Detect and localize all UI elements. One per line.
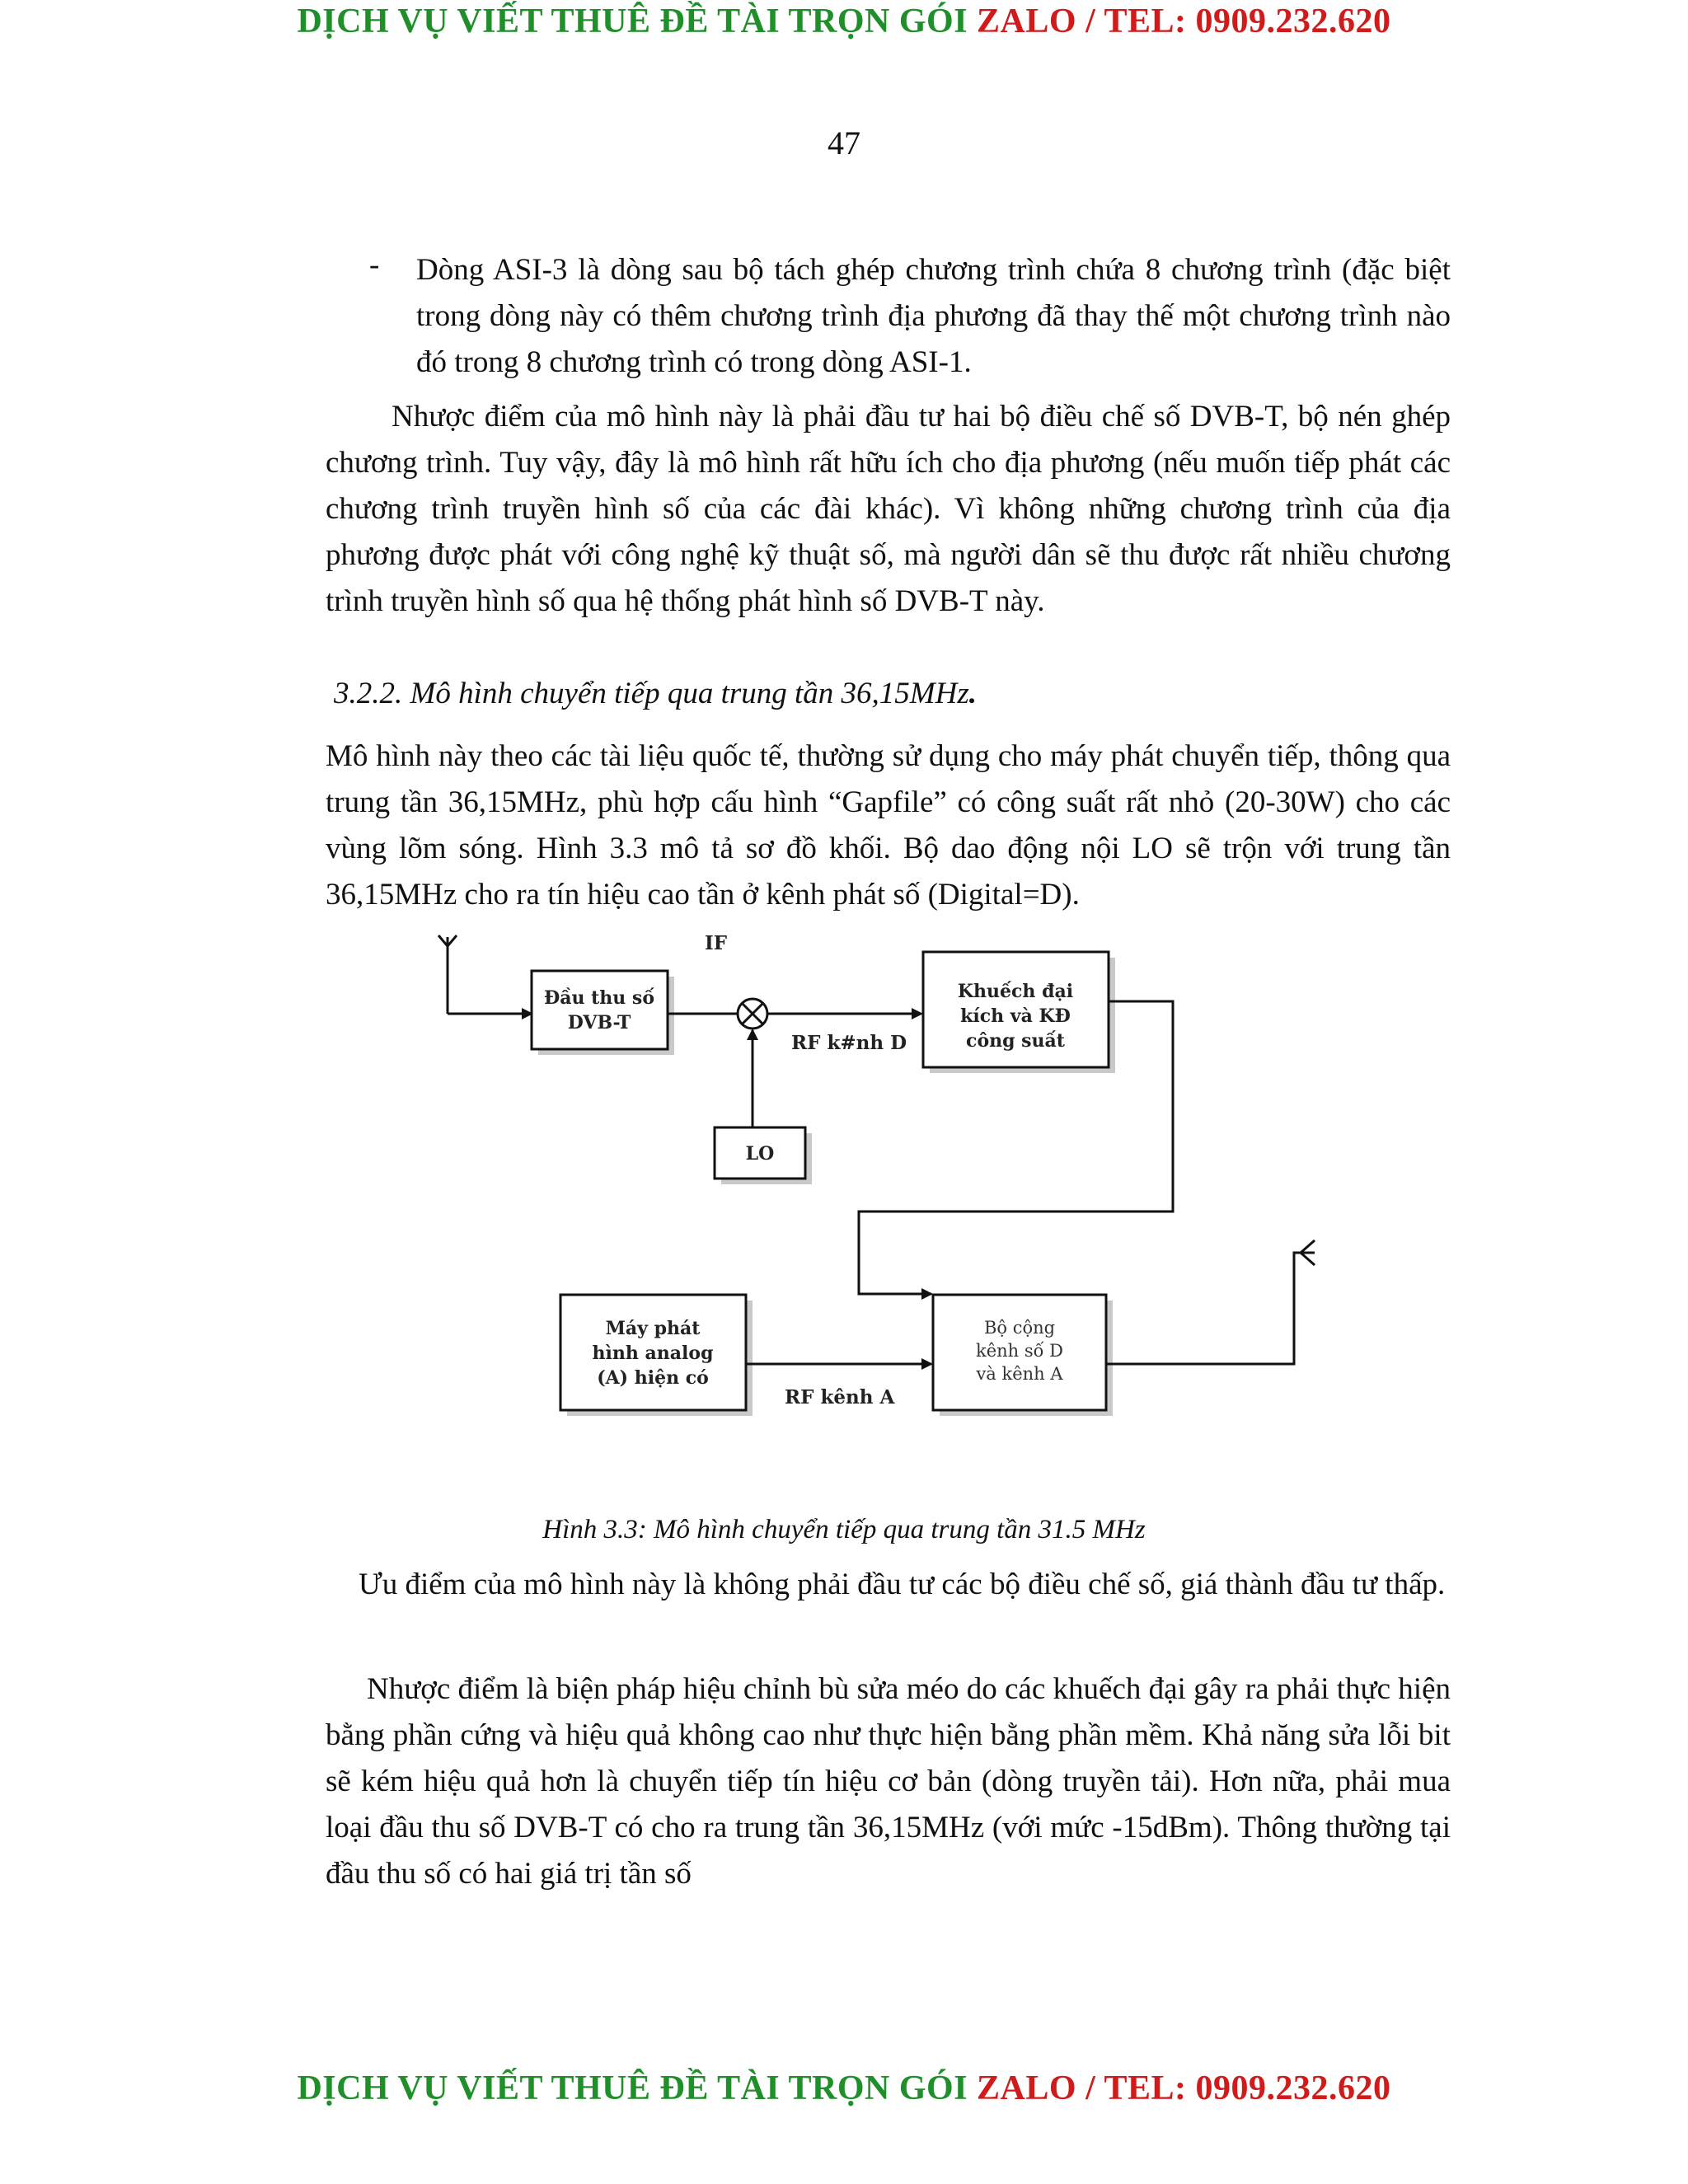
rf-channel-d-label: RF k#nh D <box>791 1032 907 1054</box>
section-heading <box>334 676 977 711</box>
analog-transmitter-label-line1: Máy phát <box>605 1318 701 1339</box>
amplifier-block <box>923 952 1115 1073</box>
receiver-block <box>532 971 674 1055</box>
paragraph-advantages: Ưu điểm của mô hình này là không phải đầu tư các bộ điều chế số, giá thành đầu tư thấp. <box>359 1568 1446 1601</box>
block-diagram <box>429 931 1376 1442</box>
transmit-antenna-icon <box>1294 1240 1315 1265</box>
banner-service-text: DỊCH VỤ VIẾT THUÊ ĐỀ TÀI TRỌN GÓI <box>297 2 968 40</box>
receiver-label-line2: DVB-T <box>567 1012 631 1033</box>
analog-transmitter-label-line2: hình analog <box>592 1343 714 1364</box>
lo-label: LO <box>745 1143 775 1165</box>
paragraph-disadvantages: Nhược điểm của mô hình này là phải đầu tư hai bộ điều chế số DVB-T, bộ nén ghép chương trình. Tuy vậy, đây là mô hình rất hữu ích cho địa phương (nếu muốn tiếp phát các chương trình truyền hình số của các đài khác). Vì không những chương trình của địa phương được phát với công nghệ kỹ thuật số, mà người dân sẽ thu được rất nhiều chương trình truyền hình số qua hệ thống phát hình số DVB-T này. <box>326 400 1451 618</box>
bullet-dash: - <box>369 248 380 282</box>
if-label: IF <box>705 932 728 954</box>
analog-transmitter-label-line3: (A) hiện có <box>597 1367 709 1389</box>
bullet-item-text: Dòng ASI-3 là dòng sau bộ tách ghép chương trình chứa 8 chương trình (đặc biệt trong dòng này có thêm chương trình địa phương đã thay thế một chương trình nào đó trong 8 chương trình có trong dòng ASI-1. <box>416 253 1451 379</box>
footer-banner <box>0 2069 1688 2108</box>
combiner-label-line1: Bộ cộng <box>983 1318 1056 1338</box>
amplifier-label-line3: công suất <box>966 1030 1065 1052</box>
section-heading-dot: . <box>968 677 977 710</box>
banner-service-text: DỊCH VỤ VIẾT THUÊ ĐỀ TÀI TRỌN GÓI <box>297 2069 968 2107</box>
amplifier-label-line1: Khuếch đại <box>957 981 1074 1002</box>
figure-caption: Hình 3.3: Mô hình chuyển tiếp qua trung tần 31.5 MHz <box>542 1515 1146 1544</box>
amplifier-label-line2: kích và KĐ <box>960 1005 1071 1027</box>
lo-block <box>715 1127 812 1184</box>
header-banner <box>0 2 1688 41</box>
mixer-icon <box>738 999 767 1029</box>
receiver-label-line1: Đầu thu số <box>543 987 655 1009</box>
combiner-label-line3: và kênh A <box>976 1364 1063 1384</box>
combiner-label-line2: kênh số D <box>975 1341 1064 1361</box>
combiner-block <box>933 1295 1113 1416</box>
receive-antenna-icon <box>438 935 532 1014</box>
paragraph-model-description: Mô hình này theo các tài liệu quốc tế, thường sử dụng cho máy phát chuyển tiếp, thông qua trung tần 36,15MHz, phù hợp cấu hình “Gapfile” có công suất rất nhỏ (20-30W) cho các vùng lõm sóng. Hình 3.3 mô tả sơ đồ khối. Bộ dao động nội LO sẽ trộn với trung tần 36,15MHz cho ra tín hiệu cao tần ở kênh phát số (Digital=D). <box>326 739 1451 912</box>
banner-contact-text: ZALO / TEL: 0909.232.620 <box>977 2069 1391 2107</box>
page-number: 47 <box>828 124 860 162</box>
banner-contact-text: ZALO / TEL: 0909.232.620 <box>977 2 1391 40</box>
section-heading-text: 3.2.2. Mô hình chuyển tiếp qua trung tần 36,15MHz <box>334 677 969 710</box>
paragraph-disadvantages-2: Nhược điểm là biện pháp hiệu chỉnh bù sửa méo do các khuếch đại gây ra phải thực hiện bằng phần cứng và hiệu quả không cao như thực hiện bằng phần mềm. Khả năng sửa lỗi bit sẽ kém hiệu quả hơn là chuyển tiếp tín hiệu cơ bản (dòng truyền tải). Hơn nữa, phải mua loại đầu thu số DVB-T có cho ra trung tần 36,15MHz (với mức -15dBm). Thông thường tại đầu thu số có hai giá trị tần số <box>326 1672 1451 1891</box>
analog-transmitter-block <box>560 1295 753 1416</box>
rf-channel-a-label: RF kênh A <box>785 1386 895 1408</box>
